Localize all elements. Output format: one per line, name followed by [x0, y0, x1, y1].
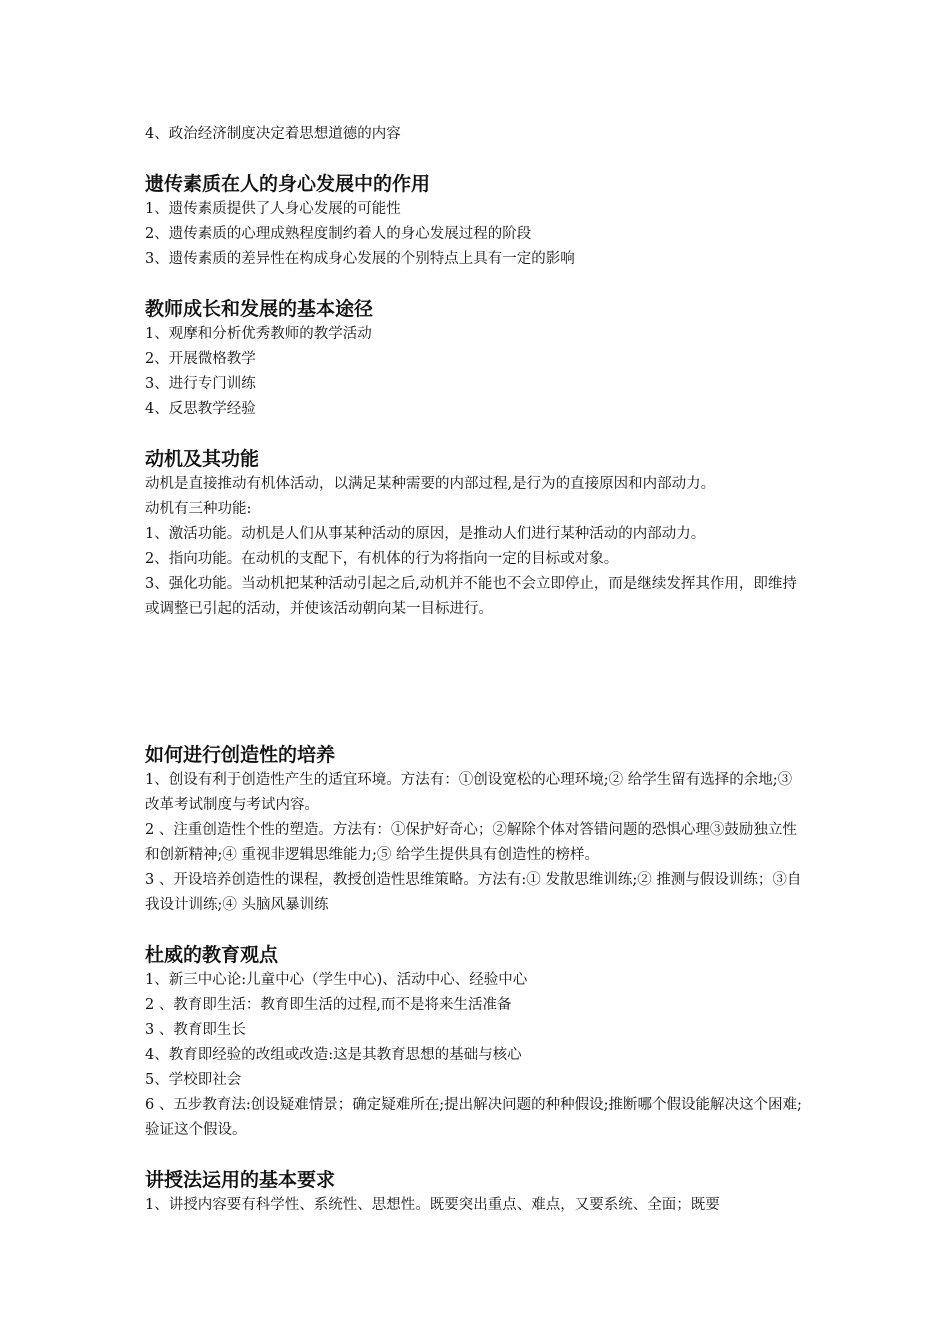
list-item: 2、指向功能。在动机的支配下，有机体的行为将指向一定的目标或对象。	[145, 551, 619, 567]
section-title: 遗传素质在人的身心发展中的作用	[145, 173, 431, 195]
intro-line: 4、政治经济制度决定着思想道德的内容	[145, 126, 401, 142]
list-item: 3、遗传素质的差异性在构成身心发展的个别特点上具有一定的影响	[145, 251, 575, 267]
section-title: 讲授法运用的基本要求	[145, 1169, 336, 1191]
section-teacher-growth	[145, 296, 810, 422]
section-creativity	[145, 742, 810, 918]
list-item: 3、进行专门训练	[145, 376, 256, 392]
list-item: 1、新三中心论:儿童中心（学生中心)、活动中心、经验中心	[145, 972, 528, 988]
list-item: 3、强化功能。当动机把某种活动引起之后,动机并不能也不会立即停止，而是继续发挥其作用，即维持或调整已引起的活动，并使该活动朝向某一目标进行。	[145, 576, 797, 617]
list-item: 1、讲授内容要有科学性、系统性、思想性。既要突出重点、难点，又要系统、全面；既要	[145, 1197, 720, 1213]
paragraph: 动机是直接推动有机体活动，以满足某种需要的内部过程,是行为的直接原因和内部动力。	[145, 476, 716, 492]
list-item: 5、学校即社会	[145, 1072, 242, 1088]
list-item: 1、激活功能。动机是人们从事某种活动的原因，是推动人们进行某种活动的内部动力。	[145, 526, 706, 542]
list-item: 2 、注重创造性个性的塑造。方法有：①保护好奇心；②解除个体对答错问题的恐惧心理③鼓励独立性和创新精神;④ 重视非逻辑思维能力;⑤ 给学生提供具有创造性的榜样。	[145, 822, 797, 863]
list-item: 4、教育即经验的改组或改造:这是其教育思想的基础与核心	[145, 1047, 522, 1063]
list-item: 1、创设有利于创造性产生的适宜环境。方法有：①创设宽松的心理环境;② 给学生留有选择的余地;③ 改革考试制度与考试内容。	[145, 772, 793, 813]
section-title: 教师成长和发展的基本途径	[145, 298, 374, 320]
list-item: 2、遗传素质的心理成熟程度制约着人的身心发展过程的阶段	[145, 226, 532, 242]
paragraph: 动机有三种功能:	[145, 501, 252, 517]
list-item: 4、反思教学经验	[145, 401, 256, 417]
blank-space	[145, 622, 810, 730]
section-title: 杜威的教育观点	[145, 944, 279, 966]
list-item: 1、观摩和分析优秀教师的教学活动	[145, 326, 372, 342]
list-item: 3 、教育即生长	[145, 1022, 246, 1038]
section-motivation	[145, 446, 810, 622]
list-item: 2 、教育即生活：教育即生活的过程,而不是将来生活准备	[145, 997, 512, 1013]
section-dewey	[145, 942, 810, 1143]
document-page	[145, 122, 810, 1218]
section-title: 动机及其功能	[145, 448, 260, 470]
section-title: 如何进行创造性的培养	[145, 744, 336, 766]
list-item: 1、遗传素质提供了人身心发展的可能性	[145, 201, 401, 217]
list-item: 2、开展微格教学	[145, 351, 256, 367]
section-heredity	[145, 171, 810, 272]
list-item: 3 、开设培养创造性的课程，教授创造性思维策略。方法有:① 发散思维训练;② 推测与假设训练；③自我设计训练;④ 头脑风暴训练	[145, 872, 802, 913]
list-item: 6 、五步教育法:创设疑难情景；确定疑难所在;提出解决问题的种种假设;推断哪个假设能解决这个困难;验证这个假设。	[145, 1097, 802, 1138]
section-lecture-method	[145, 1167, 810, 1218]
